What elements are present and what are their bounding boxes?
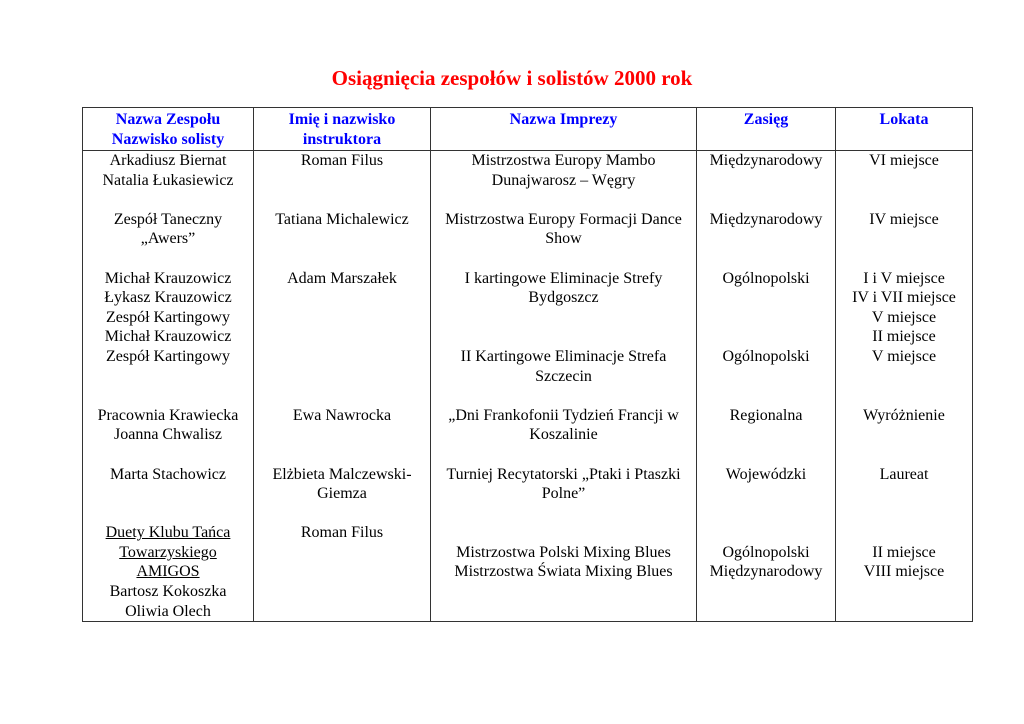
cell-line: II miejsce xyxy=(872,543,936,561)
cell-line xyxy=(838,523,970,543)
cell-line xyxy=(433,327,694,347)
cell-line: Wyróżnienie xyxy=(863,406,945,424)
table-body xyxy=(83,151,973,622)
cell-line: V miejsce xyxy=(871,347,937,365)
cell-line: Szczecin xyxy=(535,367,592,385)
cell-line: Show xyxy=(545,230,582,248)
team-cell xyxy=(83,210,254,269)
cell-line: Bydgoszcz xyxy=(528,289,599,307)
cell-line: Turniej Recytatorski „Ptaki i Ptaszki xyxy=(446,465,681,483)
cell-line: IV i VII miejsce xyxy=(852,289,956,307)
cell-line: Michał Krauzowicz xyxy=(104,328,232,346)
cell-line: Elżbieta Malczewski- xyxy=(272,465,412,483)
header-line: Zasięg xyxy=(743,111,789,128)
header-scope xyxy=(697,108,836,151)
cell-line xyxy=(699,523,833,543)
scope-cell xyxy=(697,151,836,210)
table-row xyxy=(83,151,973,210)
place-cell xyxy=(836,523,973,621)
table-row xyxy=(83,269,973,406)
cell-line xyxy=(699,288,833,308)
cell-line: Laureat xyxy=(879,465,929,483)
cell-line: Międzynarodowy xyxy=(709,563,823,581)
scope-cell xyxy=(697,465,836,524)
cell-line: Mistrzostwa Polski Mixing Blues xyxy=(456,543,671,561)
cell-line: Regionalna xyxy=(729,406,803,424)
place-cell xyxy=(836,465,973,524)
cell-line: Międzynarodowy xyxy=(709,152,823,169)
event-cell xyxy=(431,465,697,524)
cell-line: Giemza xyxy=(317,485,367,503)
cell-line: Oliwia Olech xyxy=(125,602,211,620)
cell-line: Bartosz Kokoszka xyxy=(109,583,227,601)
team-cell xyxy=(83,406,254,465)
cell-line: Zespół Taneczny xyxy=(113,210,223,228)
event-cell xyxy=(431,151,697,210)
cell-line: Tatiana Michalewicz xyxy=(275,210,409,228)
cell-line: II Kartingowe Eliminacje Strefa xyxy=(460,347,667,365)
cell-line: „Awers” xyxy=(140,230,196,248)
header-line: Nazwa Zespołu xyxy=(115,111,221,128)
cell-line: „Dni Frankofonii Tydzień Francji w xyxy=(448,406,679,424)
cell-line xyxy=(699,327,833,347)
cell-line: Międzynarodowy xyxy=(709,210,823,228)
team-cell xyxy=(83,523,254,621)
table-row xyxy=(83,465,973,524)
cell-line: V miejsce xyxy=(871,308,937,326)
instructor-cell xyxy=(254,269,431,406)
cell-line: Mistrzostwa Europy Formacji Dance xyxy=(445,210,682,228)
place-cell xyxy=(836,406,973,465)
table-row xyxy=(83,210,973,269)
cell-line: Koszalinie xyxy=(529,426,598,444)
cell-line: Duety Klubu Tańca xyxy=(105,524,231,542)
event-cell xyxy=(431,406,697,465)
cell-line: Ogólnopolski xyxy=(722,347,810,365)
cell-line: Natalia Łukasiewicz xyxy=(102,171,234,189)
cell-line: Mistrzostwa Świata Mixing Blues xyxy=(454,563,673,581)
place-cell xyxy=(836,269,973,406)
cell-line xyxy=(433,523,694,543)
header-line: Nazwisko solisty xyxy=(111,130,225,148)
header-instructor xyxy=(254,108,431,151)
cell-line: Mistrzostwa Europy Mambo xyxy=(471,152,656,169)
cell-line: Roman Filus xyxy=(300,524,384,542)
cell-line: Zespół Kartingowy xyxy=(106,308,230,326)
cell-line: I kartingowe Eliminacje Strefy xyxy=(464,269,663,287)
team-cell xyxy=(83,151,254,210)
cell-line: I i V miejsce xyxy=(863,269,945,287)
cell-line: II miejsce xyxy=(872,328,936,346)
scope-cell xyxy=(697,269,836,406)
cell-line: Ogólnopolski xyxy=(722,269,810,287)
event-cell xyxy=(431,269,697,406)
scope-cell xyxy=(697,406,836,465)
instructor-cell xyxy=(254,523,431,621)
instructor-cell xyxy=(254,465,431,524)
cell-line: Ogólnopolski xyxy=(722,543,810,561)
team-cell xyxy=(83,465,254,524)
header-line: instruktora xyxy=(302,130,382,148)
header-line: Lokata xyxy=(879,111,929,128)
cell-line: VI miejsce xyxy=(869,152,939,169)
header-place xyxy=(836,108,973,151)
header-team-name xyxy=(83,108,254,151)
team-cell xyxy=(83,269,254,406)
instructor-cell xyxy=(254,210,431,269)
cell-line: Ewa Nawrocka xyxy=(292,406,392,424)
header-line: Nazwa Imprezy xyxy=(509,111,618,128)
scope-cell xyxy=(697,210,836,269)
instructor-cell xyxy=(254,151,431,210)
scope-cell xyxy=(697,523,836,621)
cell-line: Joanna Chwalisz xyxy=(114,426,222,444)
table-row xyxy=(83,406,973,465)
cell-line: Arkadiusz Biernat xyxy=(109,152,227,169)
table-header-row xyxy=(83,108,973,151)
cell-line: VIII miejsce xyxy=(863,563,945,581)
place-cell xyxy=(836,210,973,269)
cell-line: IV miejsce xyxy=(869,210,939,228)
cell-line: Marta Stachowicz xyxy=(110,465,226,483)
header-event-name xyxy=(431,108,697,151)
cell-line xyxy=(433,308,694,328)
cell-line: Dunajwarosz – Węgry xyxy=(491,171,636,189)
cell-line: AMIGOS xyxy=(136,563,200,581)
cell-line: Zespół Kartingowy xyxy=(106,347,230,365)
cell-line: Roman Filus xyxy=(300,152,384,169)
document-title: Osiągnięcia zespołów i solistów 2000 rok xyxy=(331,66,693,90)
cell-line: Adam Marszałek xyxy=(287,269,397,287)
instructor-cell xyxy=(254,406,431,465)
cell-line: Towarzyskiego xyxy=(119,543,217,561)
cell-line: Michał Krauzowicz xyxy=(104,269,232,287)
cell-line: Łykasz Krauzowicz xyxy=(104,289,232,307)
achievements-table xyxy=(82,107,973,622)
event-cell xyxy=(431,523,697,621)
event-cell xyxy=(431,210,697,269)
header-line: Imię i nazwisko xyxy=(288,111,396,128)
place-cell xyxy=(836,151,973,210)
cell-line xyxy=(699,308,833,328)
table-row xyxy=(83,523,973,621)
cell-line: Pracownia Krawiecka xyxy=(97,406,239,424)
cell-line: Polne” xyxy=(541,485,586,503)
cell-line: Wojewódzki xyxy=(725,465,807,483)
